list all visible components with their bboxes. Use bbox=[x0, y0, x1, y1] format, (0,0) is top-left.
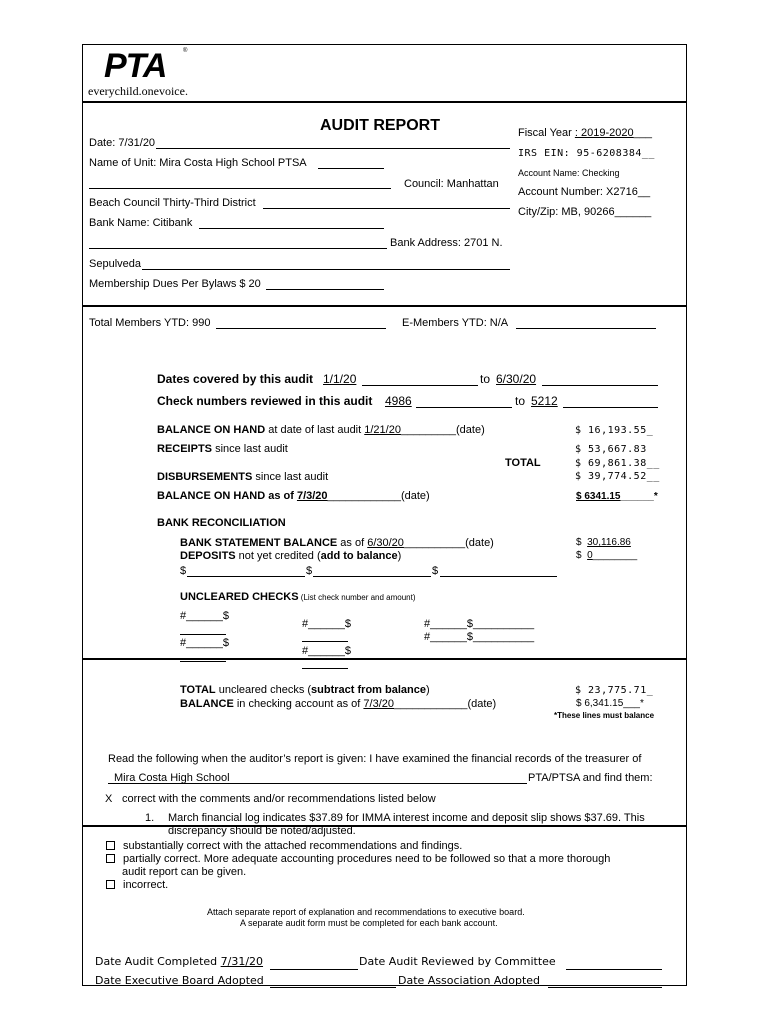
school-name: Mira Costa High School bbox=[114, 772, 230, 784]
deposit-slot-3: $ bbox=[432, 565, 439, 577]
ptsa-suffix: PTA/PTSA and find them: bbox=[528, 772, 653, 784]
bank-address-field: Bank Address: 2701 N. bbox=[390, 237, 503, 249]
school-line bbox=[108, 783, 527, 784]
exec-board-line bbox=[270, 987, 396, 988]
audit-reviewed-line bbox=[566, 969, 662, 970]
deposits-amount: $ 0________ bbox=[576, 550, 638, 561]
option-incorrect: incorrect. bbox=[106, 879, 168, 891]
check-slot-3: #______$ bbox=[302, 618, 351, 630]
option-partial-line2: audit report can be given. bbox=[122, 866, 247, 878]
logo-tagline: everychild.onevoice. bbox=[88, 84, 188, 98]
checks-to-line bbox=[563, 407, 658, 408]
logo-trademark: ® bbox=[183, 48, 188, 54]
checks-from-line bbox=[416, 407, 512, 408]
blank-line-2 bbox=[89, 248, 387, 249]
item-text-2: discrepancy should be noted/adjusted. bbox=[168, 825, 356, 837]
dates-to: 6/30/20 bbox=[496, 372, 537, 386]
sepulveda-field: Sepulveda bbox=[89, 258, 141, 270]
bank-statement-label: BANK STATEMENT BALANCE as of 6/30/20__________(date) bbox=[180, 537, 494, 549]
account-name-field: Account Name: Checking bbox=[518, 168, 620, 178]
disbursements-amount: $ 39,774.52__ bbox=[575, 471, 660, 482]
option-substantial: substantially correct with the attached recommendations and findings. bbox=[106, 840, 462, 852]
receipts-amount: $ 53,667.83 bbox=[575, 444, 647, 455]
page-title: AUDIT REPORT bbox=[320, 117, 440, 134]
checking-balance-amount: $ 6,341.15___* bbox=[576, 698, 644, 709]
total-members-field: Total Members YTD: 990 bbox=[89, 317, 211, 329]
deposit-line-3 bbox=[440, 576, 557, 577]
check-line-2 bbox=[180, 661, 226, 662]
check-slot-2: #______$ bbox=[180, 637, 229, 649]
balance-as-of-amount: $ 6341.15______* bbox=[576, 491, 658, 502]
balance-on-hand-label: BALANCE ON HAND at date of last audit 1/21/20_________(date) bbox=[157, 424, 485, 436]
check-slot-4: #______$ bbox=[302, 645, 351, 657]
item-text-1: March financial log indicates $37.89 for IMMA interest income and deposit slip shows $37.69. This bbox=[168, 812, 645, 824]
uncleared-checks-label: UNCLEARED CHECKS (List check number and amount) bbox=[180, 591, 416, 603]
emembers-line bbox=[516, 328, 656, 329]
audit-reviewed-label: Date Audit Reviewed by Committee bbox=[359, 955, 556, 968]
beach-council-line bbox=[263, 208, 510, 209]
emembers-field: E-Members YTD: N/A bbox=[402, 317, 509, 329]
statement-intro: Read the following when the auditor’s report is given: I have examined the financial records of the treasurer of bbox=[108, 753, 642, 765]
total-amount: $ 69,861.38__ bbox=[575, 458, 660, 469]
check-slot-1: #______$ bbox=[180, 610, 229, 622]
beach-council-field: Beach Council Thirty-Third District bbox=[89, 197, 256, 209]
irs-ein-field: IRS EIN: 95-6208384__ bbox=[518, 148, 655, 159]
blank-line-1 bbox=[89, 188, 391, 189]
check-line-4 bbox=[302, 668, 348, 669]
council-field: Council: Manhattan bbox=[404, 178, 499, 190]
total-members-line bbox=[216, 328, 386, 329]
association-line bbox=[548, 987, 662, 988]
dates-from: 1/1/20 bbox=[323, 372, 357, 386]
checking-balance-label: BALANCE in checking account as of 7/3/20____________(date) bbox=[180, 698, 497, 710]
dates-to-label: to bbox=[480, 372, 491, 386]
check-line-3 bbox=[302, 641, 348, 642]
unit-line bbox=[318, 168, 384, 169]
item-number: 1. bbox=[145, 812, 155, 824]
association-label: Date Association Adopted bbox=[398, 974, 541, 987]
deposits-label: DEPOSITS not yet credited (add to balance) bbox=[180, 550, 402, 562]
check-line-1 bbox=[180, 634, 226, 635]
unit-field: Name of Unit: Mira Costa High School PTSA bbox=[89, 157, 307, 169]
checkbox-incorrect[interactable] bbox=[106, 880, 115, 889]
audit-completed-label: Date Audit Completed 7/31/20 bbox=[95, 955, 264, 968]
pta-logo: PTA bbox=[104, 47, 167, 85]
exec-board-label: Date Executive Board Adopted bbox=[95, 974, 264, 987]
total-uncleared-amount: $ 23,775.71_ bbox=[575, 685, 654, 696]
bank-name-field: Bank Name: Citibank bbox=[89, 217, 193, 229]
deposit-slot-2: $ bbox=[306, 565, 313, 577]
balance-as-of-label: BALANCE ON HAND as of 7/3/20____________(date) bbox=[157, 490, 430, 502]
fiscal-year-field: Fiscal Year : 2019-2020___ bbox=[518, 127, 652, 139]
date-line bbox=[156, 148, 510, 149]
section-divider-2 bbox=[82, 658, 687, 660]
header-divider bbox=[82, 101, 687, 103]
deposit-line-2 bbox=[313, 576, 431, 577]
checks-from: 4986 bbox=[385, 394, 412, 408]
dates-to-line bbox=[542, 385, 658, 386]
checkbox-partial[interactable] bbox=[106, 854, 115, 863]
checkbox-substantial[interactable] bbox=[106, 841, 115, 850]
section-divider-1 bbox=[82, 305, 687, 307]
total-uncleared-label: TOTAL uncleared checks (subtract from balance) bbox=[180, 684, 430, 696]
receipts-label: RECEIPTS since last audit bbox=[157, 443, 288, 455]
bank-reconciliation-title: BANK RECONCILIATION bbox=[157, 517, 286, 529]
attach-note-1: Attach separate report of explanation and recommendations to executive board. bbox=[207, 907, 525, 917]
dates-from-line bbox=[362, 385, 478, 386]
check-slot-5: #______$__________ bbox=[424, 618, 535, 630]
checks-to-label: to bbox=[515, 394, 526, 408]
total-label: TOTAL bbox=[505, 457, 541, 469]
dues-field: Membership Dues Per Bylaws $ 20 bbox=[89, 278, 261, 290]
must-balance-note: *These lines must balance bbox=[554, 711, 655, 720]
deposit-slot-1: $ bbox=[180, 565, 187, 577]
bank-statement-amount: $ 30,116.86 bbox=[576, 537, 631, 548]
account-number-field: Account Number: X2716__ bbox=[518, 186, 651, 198]
bank-name-line bbox=[199, 228, 384, 229]
disbursements-label: DISBURSEMENTS since last audit bbox=[157, 471, 329, 483]
x-mark: X bbox=[105, 793, 113, 805]
dates-covered-label: Dates covered by this audit bbox=[157, 372, 314, 386]
city-zip-field: City/Zip: MB, 90266______ bbox=[518, 206, 652, 218]
option-correct: correct with the comments and/or recommendations listed below bbox=[122, 793, 436, 805]
attach-note-2: A separate audit form must be completed for each bank account. bbox=[240, 918, 498, 928]
audit-completed-line bbox=[270, 969, 358, 970]
balance-on-hand-amount: $ 16,193.55_ bbox=[575, 425, 654, 436]
dues-line bbox=[266, 289, 384, 290]
check-slot-6: #______$__________ bbox=[424, 631, 535, 643]
deposit-line-1 bbox=[187, 576, 305, 577]
date-field: Date: 7/31/20 bbox=[89, 137, 156, 149]
sepulveda-line bbox=[142, 269, 510, 270]
section-divider-3 bbox=[82, 825, 687, 827]
checks-to: 5212 bbox=[531, 394, 558, 408]
check-numbers-label: Check numbers reviewed in this audit bbox=[157, 394, 373, 408]
option-partial: partially correct. More adequate accounting procedures need to be followed so that a more thorough bbox=[106, 853, 610, 865]
